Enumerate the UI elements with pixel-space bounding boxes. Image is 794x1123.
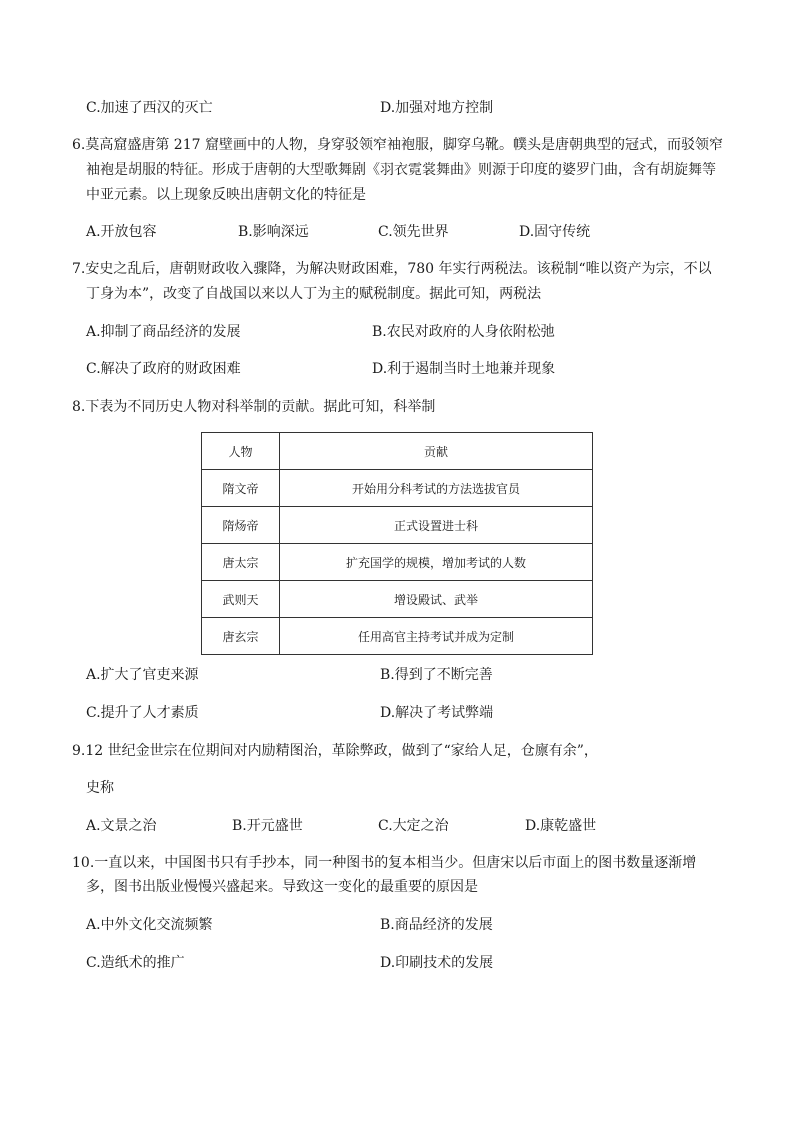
q9-option-c: C.大定之治	[378, 818, 449, 834]
table-cell-contribution: 正式设置进士科	[280, 507, 593, 544]
q10-stem-line-1: 10.一直以来，中国图书只有手抄本，同一种图书的复本相当少。但唐宋以后市面上的图书数量逐渐增	[72, 855, 697, 871]
q6-option-b: B.影响深远	[238, 224, 309, 240]
q7-option-a: A.抑制了商品经济的发展	[86, 324, 241, 340]
q8-stem: 8.下表为不同历史人物对科举制的贡献。据此可知，科举制	[72, 399, 436, 415]
contribution-table	[201, 432, 593, 655]
table-cell-person: 武则天	[202, 581, 280, 618]
q9-option-a: A.文景之治	[86, 818, 157, 834]
table-row	[202, 581, 593, 618]
table-row	[202, 544, 593, 581]
q10-option-d: D.印刷技术的发展	[380, 955, 494, 971]
q5-option-c: C.加速了西汉的灭亡	[86, 100, 213, 116]
table-header-person: 人物	[202, 433, 280, 470]
q9-stem-line-1: 9.12 世纪金世宗在位期间对内励精图治，革除弊政，做到了“家给人足，仓廪有余”，	[72, 743, 598, 759]
q7-option-d: D.利于遏制当时土地兼并现象	[372, 361, 556, 377]
q10-option-a: A.中外文化交流频繁	[86, 917, 213, 933]
q6-stem-line-2: 袖袍是胡服的特征。形成于唐朝的大型歌舞剧《羽衣霓裳舞曲》则源于印度的婆罗门曲，含有胡旋舞等	[86, 162, 716, 178]
table-header-contribution: 贡献	[280, 433, 593, 470]
table-cell-person: 唐太宗	[202, 544, 280, 581]
q10-stem-line-2: 多，图书出版业慢慢兴盛起来。导致这一变化的最重要的原因是	[86, 879, 478, 895]
table-header-row	[202, 433, 593, 470]
q9-option-b: B.开元盛世	[232, 818, 303, 834]
q6-stem-line-3: 中亚元素。以上现象反映出唐朝文化的特征是	[86, 187, 366, 203]
table-row	[202, 618, 593, 655]
q7-stem-line-2: 丁身为本”，改变了自战国以来以人丁为主的赋税制度。据此可知，两税法	[86, 286, 542, 302]
q6-stem-line-1: 6.莫高窟盛唐第 217 窟壁画中的人物，身穿驳领窄袖袍服，脚穿乌靴。幞头是唐朝典型的冠式，而驳领窄	[72, 137, 723, 153]
q8-option-b: B.得到了不断完善	[380, 667, 493, 683]
q6-option-d: D.固守传统	[519, 224, 591, 240]
table-cell-contribution: 任用高官主持考试并成为定制	[280, 618, 593, 655]
table-cell-person: 隋炀帝	[202, 507, 280, 544]
q10-option-c: C.造纸术的推广	[86, 955, 185, 971]
table-cell-person: 隋文帝	[202, 470, 280, 507]
table-cell-contribution: 增设殿试、武举	[280, 581, 593, 618]
q8-option-c: C.提升了人才素质	[86, 705, 199, 721]
q8-option-a: A.扩大了官吏来源	[86, 667, 199, 683]
q6-option-a: A.开放包容	[86, 224, 157, 240]
table-cell-contribution: 开始用分科考试的方法选拔官员	[280, 470, 593, 507]
table-row	[202, 507, 593, 544]
q8-option-d: D.解决了考试弊端	[380, 705, 494, 721]
q9-option-d: D.康乾盛世	[525, 818, 597, 834]
table-row	[202, 470, 593, 507]
q7-stem-line-1: 7.安史之乱后，唐朝财政收入骤降，为解决财政困难，780 年实行两税法。该税制“唯以资产为宗，不以	[72, 261, 712, 277]
q6-option-c: C.领先世界	[378, 224, 449, 240]
q5-option-d: D.加强对地方控制	[380, 100, 494, 116]
q9-stem-line-2: 史称	[86, 780, 114, 796]
q10-option-b: B.商品经济的发展	[380, 917, 493, 933]
table-cell-contribution: 扩充国学的规模，增加考试的人数	[280, 544, 593, 581]
q7-option-c: C.解决了政府的财政困难	[86, 361, 241, 377]
q7-option-b: B.农民对政府的人身依附松弛	[372, 324, 555, 340]
table-cell-person: 唐玄宗	[202, 618, 280, 655]
